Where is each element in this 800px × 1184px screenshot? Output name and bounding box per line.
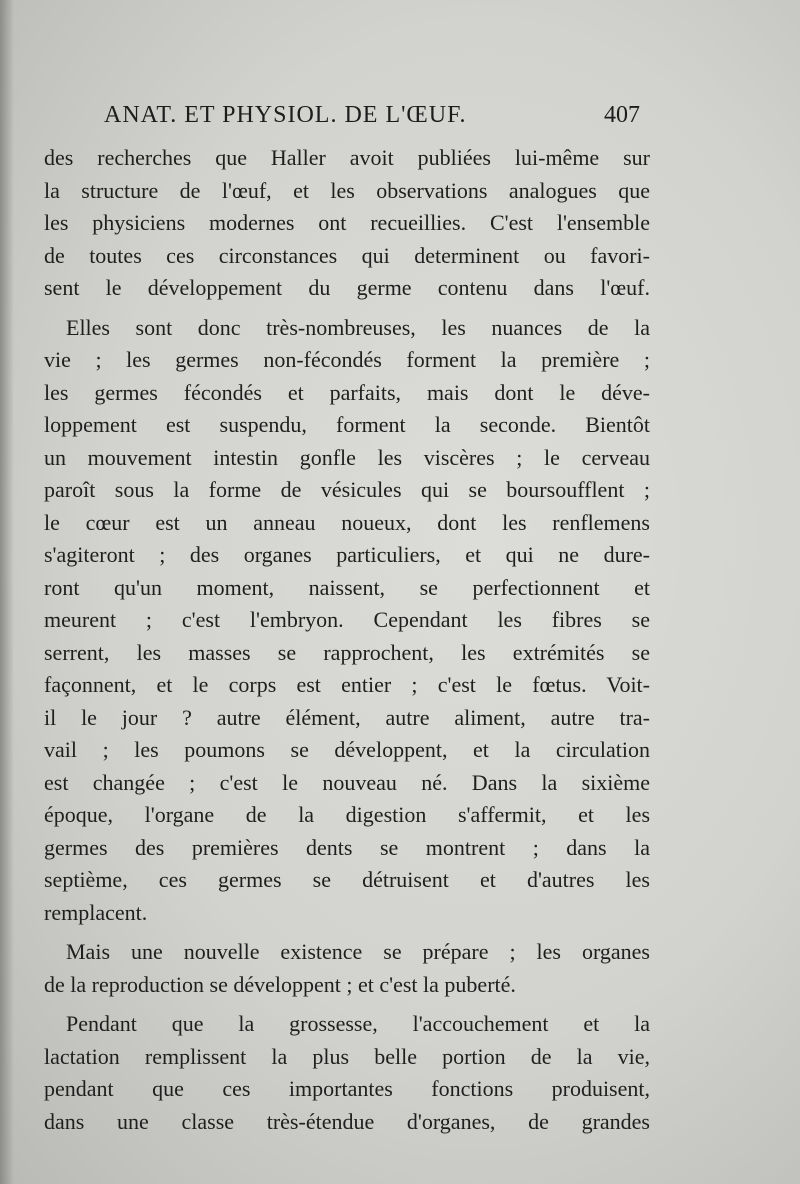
running-title: ANAT. ET PHYSIOL. DE L'ŒUF.	[104, 102, 467, 128]
body-text	[44, 142, 650, 1138]
text-line: septième, ces germes se détruisent et d'autres les	[44, 867, 650, 892]
text-line: serrent, les masses se rapprochent, les extrémités se	[44, 639, 650, 665]
text-line: le cœur est un anneau noueux, dont les renflemens	[44, 509, 650, 535]
paragraph-1	[44, 142, 650, 305]
page-edge-shadow	[0, 0, 14, 1184]
paragraph-4	[44, 1008, 650, 1138]
text-line: vail ; les poumons se développent, et la circulation	[44, 737, 650, 762]
text-line: les physiciens modernes ont recueillies. C'est l'ensemble	[44, 210, 650, 235]
paragraph-2	[44, 312, 650, 930]
text-line: les germes fécondés et parfaits, mais dont le déve-	[44, 379, 650, 405]
text-line: pendant que ces importantes fonctions produisent,	[44, 1076, 650, 1101]
text-line: de la reproduction se développent ; et c'est la puberté.	[44, 971, 516, 997]
text-line: façonnent, et le corps est entier ; c'est le fœtus. Voit-	[44, 672, 650, 697]
text-line: remplacent.	[44, 899, 148, 925]
text-line: loppement est suspendu, forment la seconde. Bientôt	[44, 412, 650, 437]
running-head	[104, 102, 644, 136]
text-line: des recherches que Haller avoit publiées lui-même sur	[44, 145, 650, 170]
text-line: paroît sous la forme de vésicules qui se boursoufflent ;	[44, 477, 650, 502]
text-line: il le jour ? autre élément, autre aliment, autre tra-	[44, 704, 650, 730]
text-line: la structure de l'œuf, et les observations analogues que	[44, 177, 650, 203]
text-line: Elles sont donc très-nombreuses, les nuances de la	[66, 314, 650, 340]
text-line: Mais une nouvelle existence se prépare ; les organes	[66, 939, 650, 964]
text-line: époque, l'organe de la digestion s'affermit, et les	[44, 802, 650, 827]
text-line: vie ; les germes non-fécondés forment la première ;	[44, 347, 650, 372]
text-line: de toutes ces circonstances qui determinent ou favori-	[44, 242, 650, 268]
text-line: s'agiteront ; des organes particuliers, et qui ne dure-	[44, 542, 650, 567]
text-line: ront qu'un moment, naissent, se perfectionnent et	[44, 574, 650, 600]
text-line: sent le développement du germe contenu dans l'œuf.	[44, 275, 650, 300]
text-line: un mouvement intestin gonfle les viscères ; le cerveau	[44, 444, 650, 470]
text-line: est changée ; c'est le nouveau né. Dans la sixième	[44, 769, 650, 795]
text-line: Pendant que la grossesse, l'accouchement et la	[66, 1011, 650, 1036]
text-line: meurent ; c'est l'embryon. Cependant les fibres se	[44, 607, 650, 632]
paragraph-3	[44, 936, 650, 1001]
text-line: germes des premières dents se montrent ; dans la	[44, 834, 650, 860]
text-line: dans une classe très-étendue d'organes, de grandes	[44, 1108, 650, 1134]
page-number: 407	[604, 102, 640, 128]
text-line: lactation remplissent la plus belle portion de la vie,	[44, 1043, 650, 1069]
